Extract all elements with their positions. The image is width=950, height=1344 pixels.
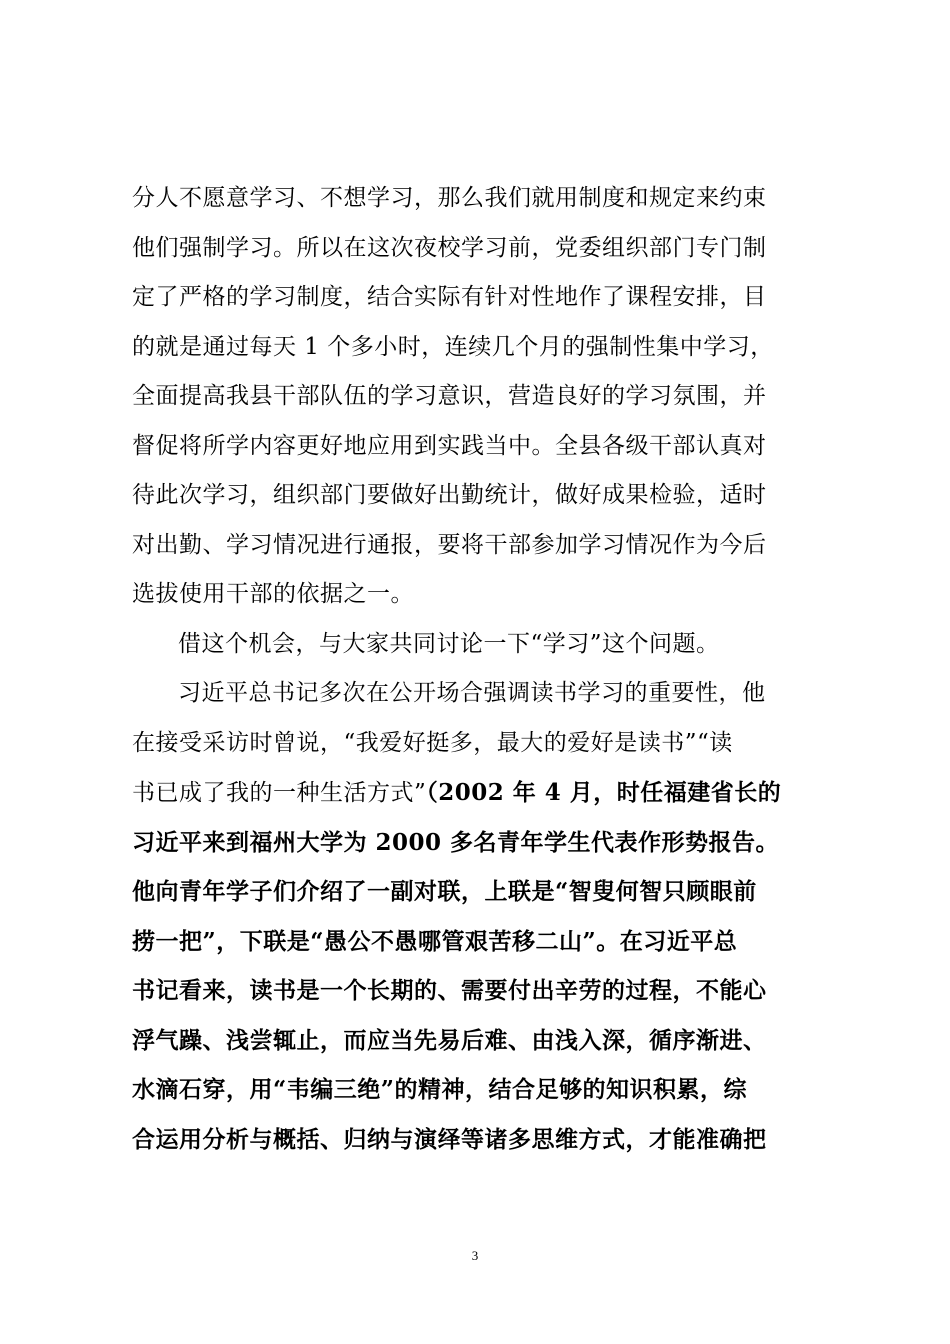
paragraph-first-line: 习近平总书记多次在公开场合强调读书学习的重要性，他 (178, 680, 766, 706)
text-line-mixed (132, 768, 822, 818)
text-line: 全面提高我县干部队伍的学习意识，营造良好的学习氛围，并 (132, 383, 767, 409)
bold-text-segment: （2002 年 4 月，时任福建省长的 (426, 779, 782, 806)
text-line: 对出勤、学习情况进行通报，要将干部参加学习情况作为今后 (132, 531, 767, 558)
text-line: 督促将所学内容更好地应用到实践当中。全县各级干部认真对 (132, 432, 767, 459)
bold-text-line: 习近平来到福州大学为 2000 多名青年学生代表作形势报告。 (132, 828, 780, 856)
bold-text-line: 合运用分析与概括、归纳与演绎等诸多思维方式，才能准确把 (132, 1125, 767, 1153)
bold-text-line: 书记看来，读书是一个长期的、需要付出辛劳的过程，不能心 (132, 977, 767, 1004)
bold-text-line: 浮气躁、浅尝辄止，而应当先易后难、由浅入深，循序渐进、 (132, 1026, 767, 1054)
paragraph-first-line: 借这个机会，与大家共同讨论一下“学习”这个问题。 (178, 630, 720, 657)
text-line: 在接受采访时曾说，“我爱好挺多，最大的爱好是读书”“读 (132, 729, 733, 756)
page-number: 3 (471, 1248, 479, 1263)
bold-text-line: 水滴石穿，用“韦编三绝”的精神，结合足够的知识积累，综 (132, 1076, 747, 1103)
bold-text-line: 捞一把”，下联是“愚公不愚哪管艰苦移二山”。在习近平总 (132, 927, 738, 955)
text-line: 定了严格的学习制度，结合实际有针对性地作了课程安排，目 (132, 284, 767, 310)
bold-text-line: 他向青年学子们介绍了一副对联，上联是“智叟何智只顾眼前 (132, 878, 757, 905)
body-text (132, 174, 822, 1164)
text-line: 待此次学习，组织部门要做好出勤统计，做好成果检验，适时 (132, 482, 767, 508)
text-line: 的就是通过每天 1 个多小时，连续几个月的强制性集中学习， (132, 333, 774, 360)
text-line: 分人不愿意学习、不想学习，那么我们就用制度和规定来约束 (132, 185, 767, 211)
text-line: 选拔使用干部的依据之一。 (132, 581, 414, 607)
text-line: 他们强制学习。所以在这次夜校学习前，党委组织部门专门制 (132, 234, 767, 261)
text-segment: 书已成了我的一种生活方式” (132, 780, 427, 806)
